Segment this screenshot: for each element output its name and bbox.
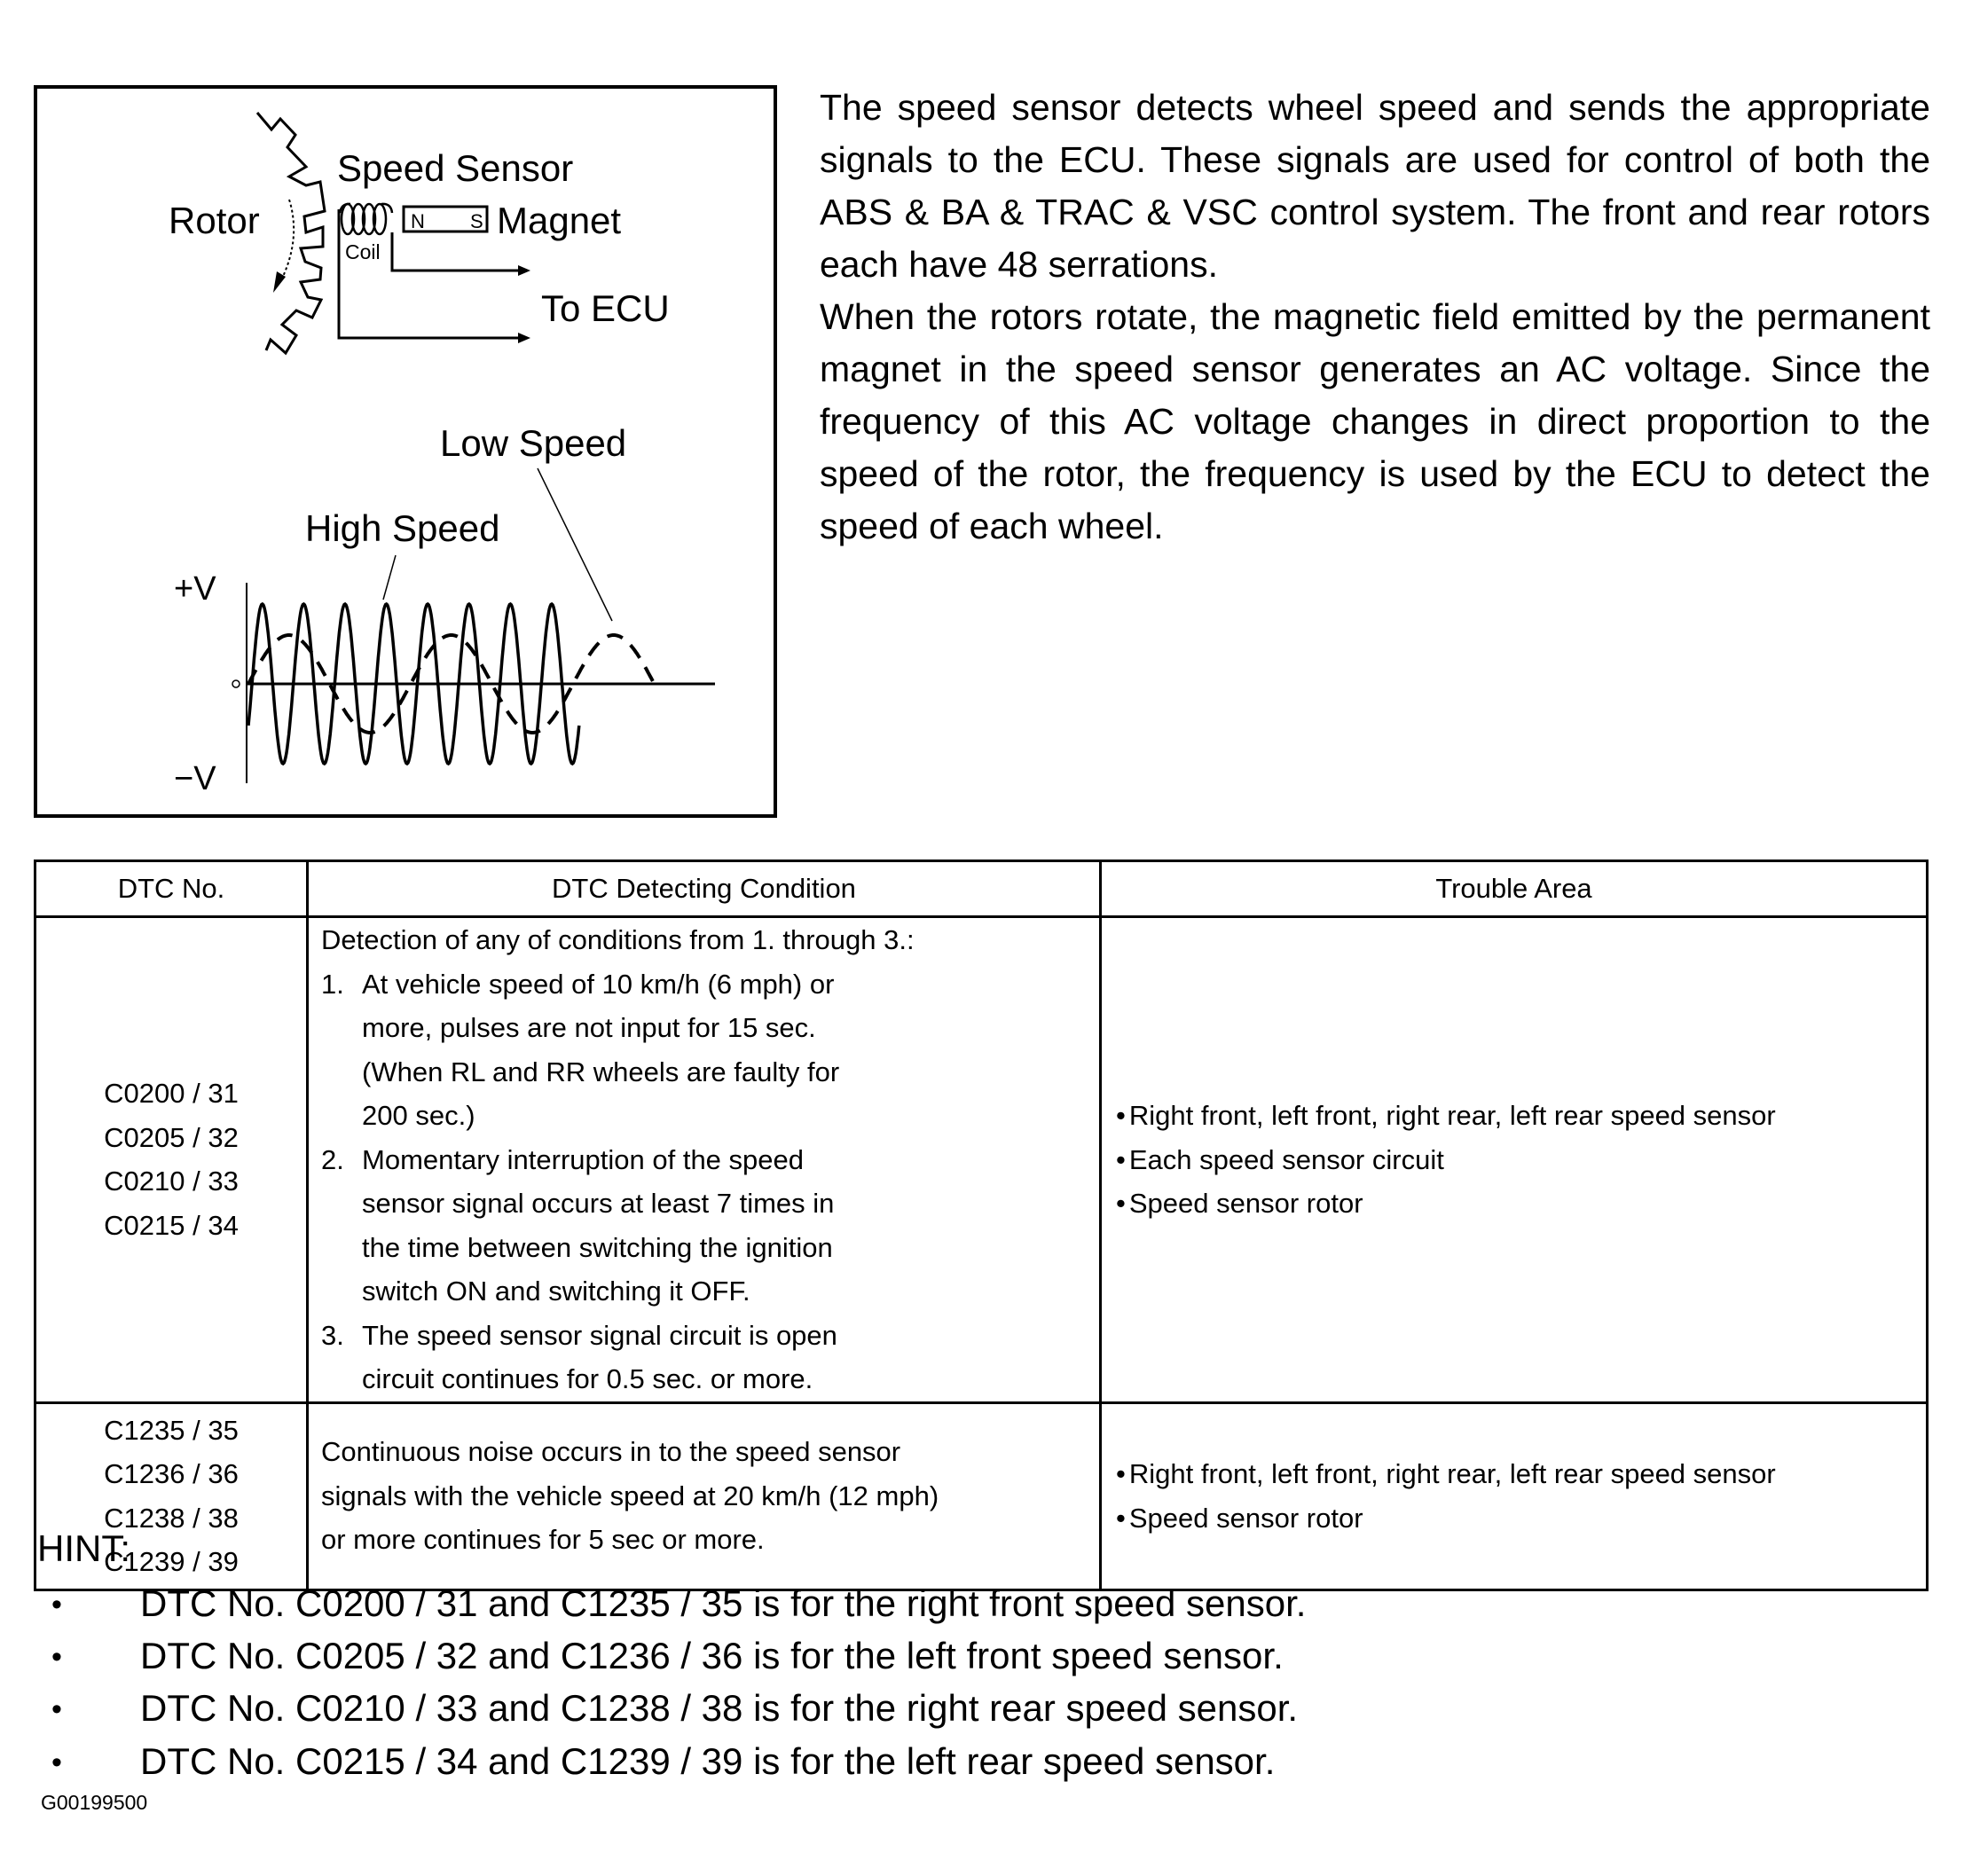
minus-v-label: −V <box>174 760 216 797</box>
condition-number: 1. <box>321 968 344 1000</box>
condition-item <box>321 1138 1099 1314</box>
condition-intro: Detection of any of conditions from 1. through 3.: <box>321 924 915 955</box>
description-paragraph-1: The speed sensor detects wheel speed and sends the appropriate signals to the ECU. These signals are used for control of both the ABS & BA & TRAC & VSC control system. The front and rear rotors each have 48 serrations. <box>820 87 1930 285</box>
arrow-right-icon <box>518 333 530 343</box>
to-ecu-label: To ECU <box>541 287 670 329</box>
trouble-area-item: • Speed sensor rotor <box>1116 1496 1926 1541</box>
dtc-code: C0200 / 31 <box>104 1078 239 1110</box>
hint-title: HINT: <box>37 1527 130 1569</box>
condition-cell <box>308 1402 1101 1589</box>
dtc-code: C1236 / 36 <box>104 1458 239 1489</box>
hint-text: DTC No. C0215 / 34 and C1239 / 39 is for the left rear speed sensor. <box>140 1740 1276 1782</box>
dtc-code: C1239 / 39 <box>104 1546 239 1577</box>
rotor-teeth <box>257 113 325 353</box>
dtc-table <box>34 860 1929 1591</box>
dtc-codes-cell <box>35 917 308 1403</box>
condition-item <box>321 962 1099 1138</box>
arrow-right-icon <box>518 265 530 276</box>
dtc-code: C0210 / 33 <box>104 1166 239 1197</box>
rotor-label: Rotor <box>169 200 260 241</box>
magnet-north-label: N <box>411 210 425 232</box>
bullet-icon: • <box>51 1640 62 1674</box>
low-speed-leader <box>538 468 612 621</box>
table-header-row <box>35 861 1928 917</box>
magnet-label: Magnet <box>497 200 622 241</box>
hint-text: DTC No. C0200 / 31 and C1235 / 35 is for the right front speed sensor. <box>140 1582 1307 1624</box>
ecu-wire-2 <box>339 209 522 338</box>
condition-line: Continuous noise occurs in to the speed sensor <box>321 1436 901 1468</box>
coil-icon <box>340 204 392 234</box>
bullet-icon: • <box>51 1746 62 1779</box>
dtc-code: C1235 / 35 <box>104 1414 239 1446</box>
condition-line: signals with the vehicle speed at 20 km/h (12 mph) <box>321 1480 939 1511</box>
table-row <box>35 1402 1928 1589</box>
dtc-code: C0215 / 34 <box>104 1209 239 1241</box>
diagram-drawing <box>0 0 798 852</box>
description-paragraph-2: When the rotors rotate, the magnetic field emitted by the permanent magnet in the speed sensor generates an AC voltage. Since the frequency of this AC voltage changes in direct proportion to the speed of the rotor, the frequency is used by the ECU to detect the speed of each wheel. <box>820 296 1930 546</box>
figure-id: G00199500 <box>41 1791 148 1814</box>
dtc-code: C1238 / 38 <box>104 1502 239 1534</box>
origin-marker <box>232 680 240 687</box>
header-detecting-condition: DTC Detecting Condition <box>308 861 1101 917</box>
condition-item <box>321 1314 1099 1401</box>
hint-text: DTC No. C0210 / 33 and C1238 / 38 is for the right rear speed sensor. <box>140 1687 1299 1729</box>
trouble-area-cell <box>1101 1402 1928 1589</box>
trouble-area-cell <box>1101 917 1928 1403</box>
trouble-area-item: • Speed sensor rotor <box>1116 1181 1926 1226</box>
condition-number: 3. <box>321 1319 344 1351</box>
trouble-area-item: • Right front, left front, right rear, left rear speed sensor <box>1116 1094 1926 1138</box>
condition-line: or more continues for 5 sec or more. <box>321 1524 765 1556</box>
high-speed-leader <box>383 555 396 600</box>
description <box>820 82 1930 553</box>
header-trouble-area: Trouble Area <box>1101 861 1928 917</box>
rotation-arrow <box>280 200 294 282</box>
condition-text: Momentary interruption of the speed sensor signal occurs at least 7 times in the time between switching the ignition switch ON and switching it OFF. <box>362 1143 835 1307</box>
condition-text: The speed sensor signal circuit is open circuit continues for 0.5 sec. or more. <box>362 1319 837 1394</box>
bullet-icon: • <box>51 1588 62 1621</box>
condition-text: At vehicle speed of 10 km/h (6 mph) or more, pulses are not input for 15 sec. (When RL and RR wheels are faulty for 200 sec.) <box>362 968 840 1131</box>
coil-label: Coil <box>345 240 381 263</box>
header-dtc-no: DTC No. <box>35 861 308 917</box>
table-row <box>35 917 1928 1403</box>
dtc-code: C0205 / 32 <box>104 1121 239 1153</box>
magnet-south-label: S <box>470 210 483 232</box>
trouble-area-item: • Right front, left front, right rear, left rear speed sensor <box>1116 1452 1926 1496</box>
speed-sensor-label: Speed Sensor <box>337 147 574 189</box>
hint-text: DTC No. C0205 / 32 and C1236 / 36 is for the left front speed sensor. <box>140 1635 1284 1676</box>
trouble-area-item: • Each speed sensor circuit <box>1116 1138 1926 1182</box>
bullet-icon: • <box>51 1692 62 1726</box>
low-speed-label: Low Speed <box>440 422 627 464</box>
high-speed-label: High Speed <box>305 507 500 549</box>
plus-v-label: +V <box>174 570 216 608</box>
condition-number: 2. <box>321 1143 344 1175</box>
condition-cell <box>308 917 1101 1403</box>
